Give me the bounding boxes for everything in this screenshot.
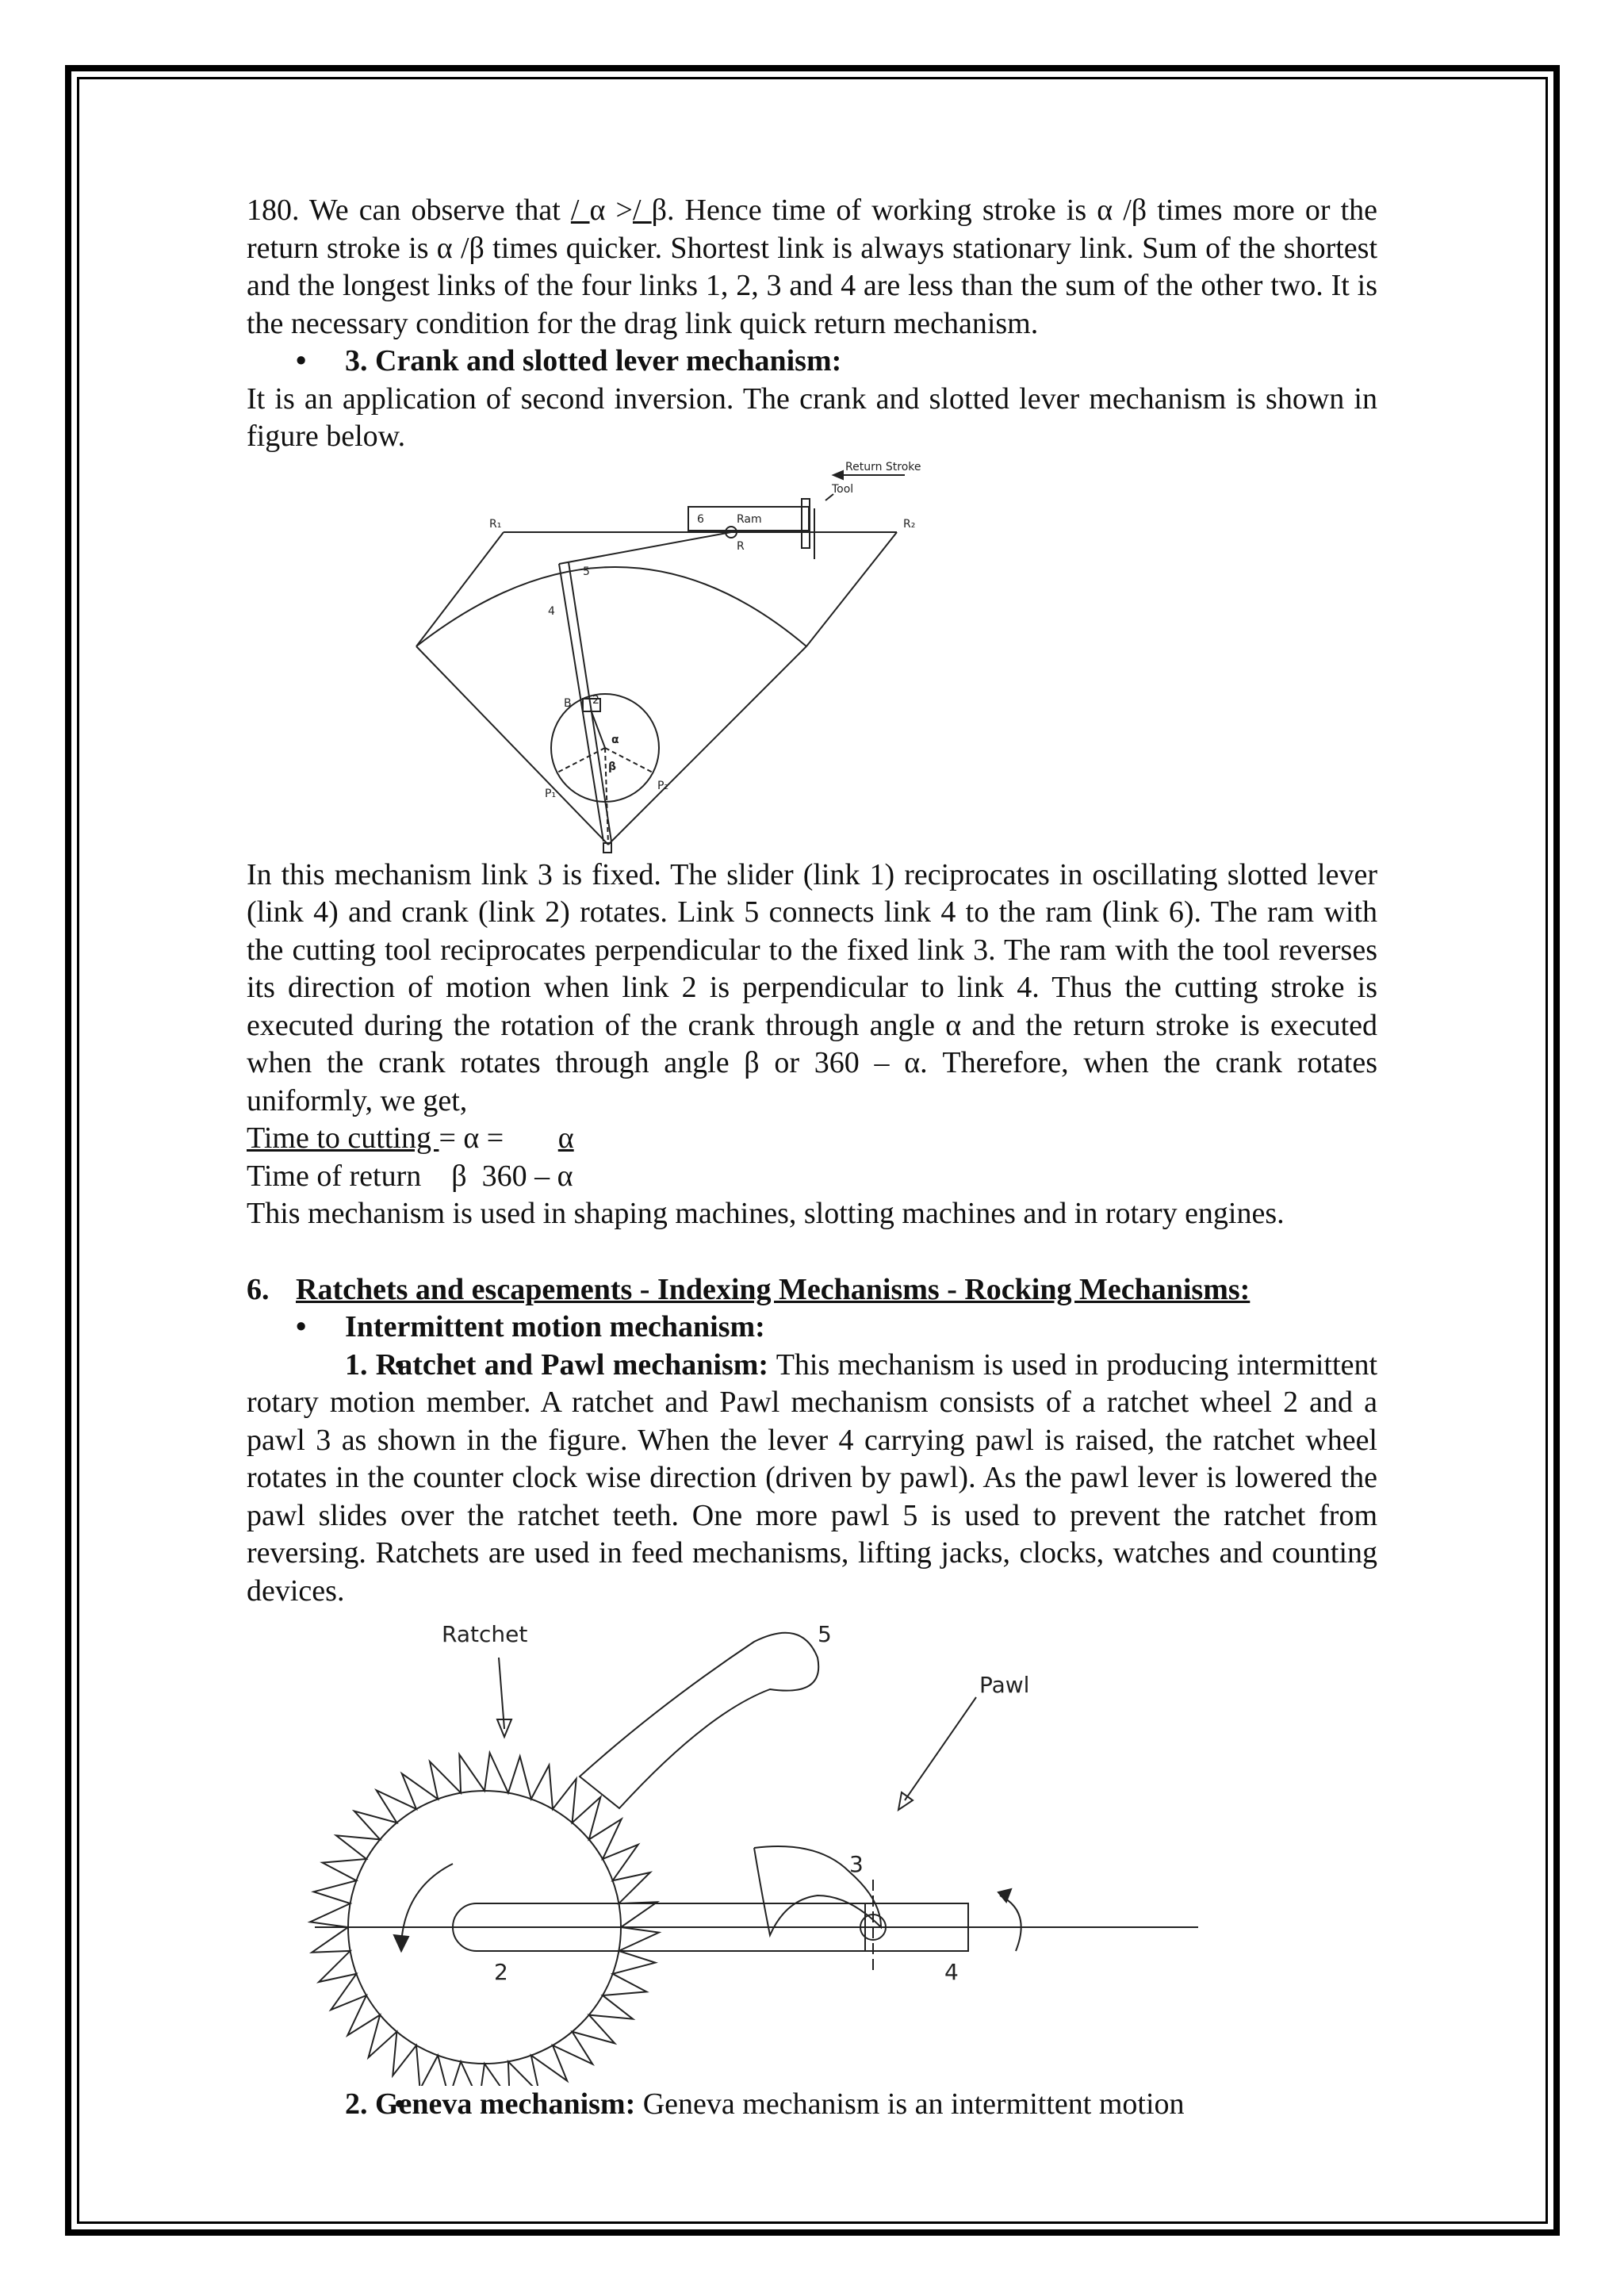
intermittent-heading: • Intermittent motion mechanism: [247, 1309, 1377, 1347]
label-5: 5 [583, 565, 590, 578]
crank-to-P1 [556, 748, 605, 773]
crank-heading: • 3. Crank and slotted lever mechanism: [247, 343, 1377, 381]
label-return-stroke: Return Stroke [845, 460, 921, 473]
label-2-wheel: 2 [494, 1959, 508, 1985]
label-ratchet: Ratchet [442, 1621, 528, 1647]
swing-arc [416, 567, 806, 646]
rotation-arrow [401, 1864, 453, 1943]
page-content [247, 192, 1377, 2124]
pawl-leader-head [898, 1792, 913, 1810]
label-P2: P₂ [657, 779, 669, 792]
label-5-pawl: 5 [818, 1621, 832, 1647]
crank-body: In this mechanism link 3 is fixed. The slider (link 1) reciprocates in oscillating slotted lever (link 4) and crank (link 2) rotates. Link 5 connects link 4 to the ram (link 6). The ram with the cutting tool reciprocates perpendicular to the fixed link 3. The ram with the tool reverses its direction of motion when link 2 is perpendicular to link 4. Thus the cutting stroke is executed during the rotation of the crank through angle α and the return stroke is executed when the crank rotates through angle β or 360 – α. Therefore, when the crank rotates uniformly, we get, [247, 857, 1377, 1117]
lever-extreme-left [416, 646, 608, 845]
label-pawl: Pawl [979, 1672, 1030, 1698]
label-beta: β [608, 760, 617, 773]
ratchet-leader [499, 1658, 504, 1729]
ratchet-wheel-teeth [310, 1753, 659, 2086]
ratchet-first-line: • 1. Ratchet and Pawl mechanism: This mechanism is used in producing intermittent rotary motion member. A ratchet and Pawl mechanism consists of a ratchet wheel 2 and a pawl 3 as shown in the figure. When the lever 4 carrying pawl is raised, the ratchet wheel rotates in the counter clock wise direction (driven by pawl). As the pawl lever is lowered the pawl slides over the ratchet teeth. One more pawl 5 is used to prevent the ratchet from reversing. Ratchets are used in feed mechanisms, lifting jacks, clocks, watches and counting devices. [247, 1347, 1377, 1611]
label-4: 4 [548, 604, 555, 618]
formula-line-2: Time of return β 360 – α [247, 1159, 573, 1193]
crank-intro: It is an application of second inversion. The crank and slotted lever mechanism is shown in figure below. [247, 381, 1377, 453]
label-R1: R₁ [489, 517, 502, 531]
label-3: 3 [849, 1851, 864, 1877]
pawl-5 [580, 1633, 818, 1808]
crank-link-2 [591, 710, 605, 748]
crank-usage: This mechanism is used in shaping machines, slotting machines and in rotary engines. [247, 1197, 1285, 1230]
section-6-heading: 6. Ratchets and escapements - Indexing Mechanisms - Rocking Mechanisms: [247, 1272, 1251, 1306]
label-alpha: α [611, 733, 619, 746]
spacer [247, 1233, 1377, 1271]
geneva-line: • 2. Geneva mechanism: Geneva mechanism is an intermittent motion [247, 2086, 1377, 2124]
intro-paragraph: 180. We can observe that / α >/ β. Hence time of working stroke is α /β times more or the return stroke is α /β times quicker. Shortest link is always stationary link. Sum of the shortest and the longest links of the four links 1, 2, 3 and 4 are less than the sum of the other two. It is the necessary condition for the drag link quick return mechanism. [247, 194, 1377, 340]
label-P1: P₁ [545, 787, 557, 800]
stroke-right-edge [806, 532, 897, 646]
crank-slotted-lever-figure [247, 456, 1377, 857]
lever-extreme-right [608, 646, 806, 845]
ratchet-pawl-figure [247, 1610, 1377, 2086]
label-ram: Ram [737, 512, 762, 526]
lever-motion-arrow [1000, 1895, 1021, 1951]
link-5 [559, 532, 731, 564]
lever-motion-arrowhead [998, 1889, 1011, 1902]
label-R2: R₂ [903, 517, 916, 531]
label-4-lever: 4 [944, 1959, 959, 1985]
rotation-arrowhead [394, 1935, 408, 1951]
label-B: B [564, 696, 572, 710]
label-2: 2 [592, 693, 599, 707]
return-stroke-arrowhead [833, 471, 843, 479]
pawl-leader [905, 1697, 976, 1800]
stroke-left-edge [416, 532, 504, 646]
label-tool: Tool [832, 482, 854, 496]
formula-line-1: Time to cutting = α = α [247, 1121, 574, 1155]
label-6: 6 [697, 512, 704, 526]
label-R: R [737, 539, 745, 553]
